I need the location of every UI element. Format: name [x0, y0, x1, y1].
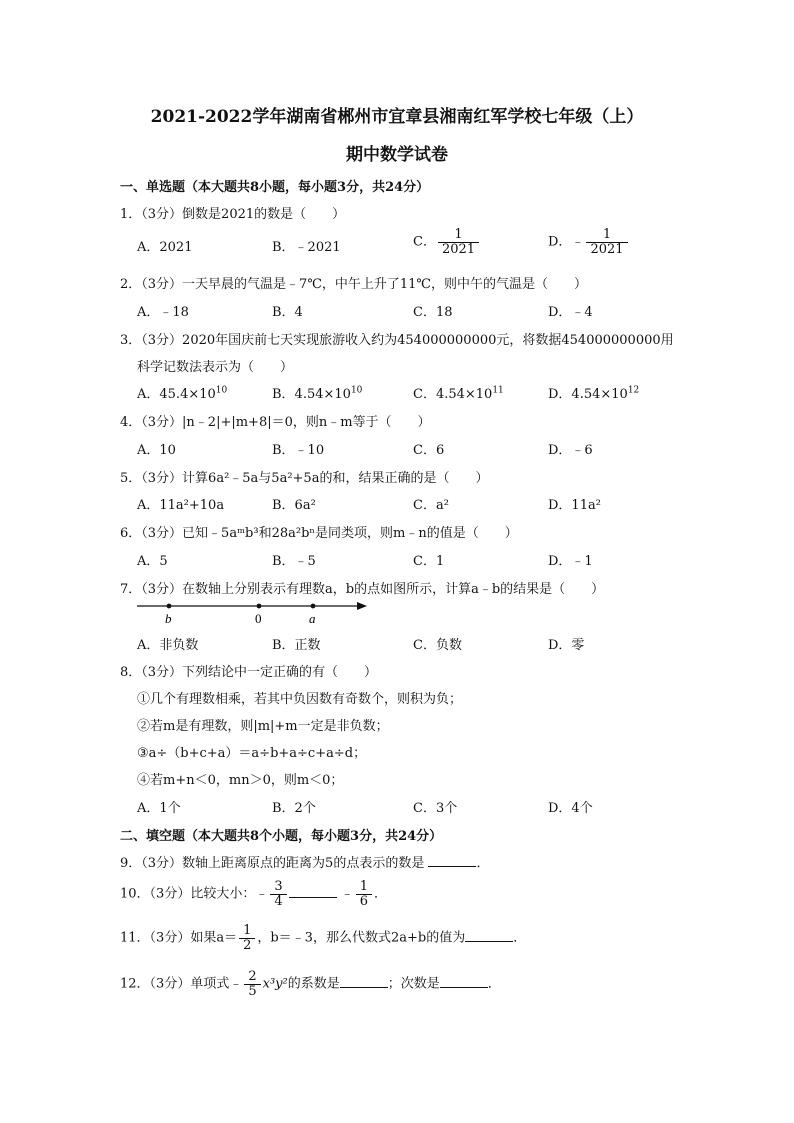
- q3-b-base: B．4.54×10: [272, 387, 351, 402]
- q1-d-denominator: 2021: [590, 241, 624, 257]
- number-line-figure: [137, 596, 377, 626]
- q3-c-exponent: 11: [492, 385, 504, 396]
- question-11: [120, 924, 526, 952]
- q1-option-d-fraction: [586, 228, 627, 256]
- q8-statement-4: ④若m+n＜0，mn＞0，则m＜0；: [137, 773, 344, 788]
- q2-option-b: B．4: [272, 305, 303, 320]
- q10-mid: ﹣: [340, 886, 354, 902]
- q3-option-b: [272, 383, 362, 402]
- q9-end: ．: [476, 856, 490, 871]
- q4-option-b: B．﹣10: [272, 443, 325, 458]
- q8-option-d: D．4个: [548, 801, 593, 816]
- q10-answer-blank[interactable]: [289, 885, 337, 898]
- label-a: a: [309, 611, 316, 626]
- q10-num1: 3: [270, 880, 286, 895]
- q5-option-c: C．a²: [413, 498, 449, 513]
- question-5-options: [0, 494, 794, 514]
- q10-den1: 4: [274, 893, 283, 909]
- label-zero: 0: [255, 611, 262, 626]
- question-8-options: [0, 797, 794, 817]
- q10-den2: 6: [359, 893, 369, 909]
- question-3-stem-line1: 3．（3分）2020年国庆前七天实现旅游收入约为454000000000元，将数据454000000000用: [120, 333, 674, 348]
- q11-num: 1: [239, 924, 255, 939]
- q3-d-base: D．4.54×10: [548, 387, 628, 402]
- question-3-stem-line2: 科学记数法表示为（ ）: [137, 360, 294, 375]
- q1-option-d-label: D．﹣: [548, 234, 585, 250]
- question-2-options: [0, 301, 794, 321]
- q1-option-d: [548, 228, 630, 256]
- q4-option-d: D．﹣6: [548, 443, 593, 458]
- q8-option-c: C．3个: [413, 801, 458, 816]
- q1-c-denominator: 2021: [441, 241, 476, 257]
- q12-den: 5: [248, 983, 257, 999]
- q3-option-c: [413, 383, 504, 402]
- q11-mid: ，b＝﹣3，那么代数式2a+b的值为: [257, 930, 466, 946]
- document-title-line2: 期中数学试卷: [346, 145, 448, 165]
- q11-stem: 11．（3分）如果a＝: [120, 930, 238, 946]
- q1-option-c-fraction: [438, 228, 479, 256]
- q7-option-a: A．非负数: [137, 638, 199, 653]
- q5-option-b: B．6a²: [272, 498, 316, 513]
- q8-statement-1: ①几个有理数相乘，若其中负因数有奇数个，则积为负；: [137, 692, 463, 707]
- q12-coefficient-blank[interactable]: [340, 975, 388, 988]
- q3-option-a: [137, 383, 227, 402]
- point-b: [167, 604, 172, 609]
- q11-fraction: [239, 924, 255, 952]
- q11-den: 2: [243, 937, 252, 953]
- q1-c-numerator: 1: [438, 228, 479, 243]
- q1-option-b: B．﹣2021: [272, 240, 341, 255]
- q12-fraction: [244, 970, 260, 998]
- q3-d-exponent: 12: [627, 385, 640, 396]
- q9-stem: 9．（3分）数轴上距离原点的距离为5的点表示的数是: [120, 856, 425, 871]
- section-heading-fill-blank: 二、填空题（本大题共8个小题，每小题3分，共24分）: [120, 829, 443, 844]
- q8-statement-3: ③a÷（b+c+a）＝a÷b+a÷c+a÷d；: [137, 746, 367, 761]
- q2-option-c: C．18: [413, 305, 453, 320]
- q10-stem: 10．（3分）比较大小：﹣: [120, 886, 269, 902]
- q12-num: 2: [244, 970, 260, 985]
- question-1-stem: 1．（3分）倒数是2021的数是（ ）: [120, 207, 346, 222]
- number-line-arrow: [357, 602, 367, 610]
- q3-b-exponent: 10: [350, 385, 363, 396]
- point-a: [311, 604, 316, 609]
- q10-num2: 1: [356, 880, 372, 895]
- question-12: [120, 970, 501, 998]
- q3-a-base: A．45.4×10: [137, 387, 216, 402]
- question-6-stem: 6．（3分）已知﹣5aᵐb³和28a²bⁿ是同类项，则m﹣n的值是（ ）: [120, 526, 518, 541]
- q8-option-b: B．2个: [272, 801, 316, 816]
- question-3-options: [0, 383, 794, 403]
- q8-statement-2: ②若m是有理数，则|m|+m一定是非负数；: [137, 719, 389, 734]
- q6-option-d: D．﹣1: [548, 554, 593, 569]
- question-9: [120, 852, 489, 871]
- question-7-options: [0, 634, 794, 654]
- q4-option-c: C．6: [413, 443, 445, 458]
- document-title-line1: 2021-2022学年湖南省郴州市宜章县湘南红军学校七年级（上）: [150, 107, 644, 127]
- q3-c-base: C．4.54×10: [413, 387, 493, 402]
- label-b: b: [165, 611, 172, 626]
- q12-mid2: ；次数是: [387, 976, 440, 992]
- question-6-options: [0, 550, 794, 570]
- q8-option-a: A．1个: [137, 801, 181, 816]
- q2-option-a: A．﹣18: [137, 305, 189, 320]
- question-5-stem: 5．（3分）计算6a²﹣5a与5a²+5a的和，结果正确的是（ ）: [120, 471, 489, 486]
- q6-option-a: A．5: [137, 554, 168, 569]
- q3-a-exponent: 10: [215, 385, 228, 396]
- question-2-stem: 2．（3分）一天早晨的气温是﹣7℃，中午上升了11℃，则中午的气温是（ ）: [120, 277, 587, 292]
- q6-option-b: B．﹣5: [272, 554, 316, 569]
- q11-end: ．: [513, 930, 527, 946]
- q7-option-d: D．零: [548, 638, 585, 653]
- q12-mid: 的系数是: [287, 976, 340, 992]
- question-4-stem: 4．（3分）|n﹣2|+|m+8|＝0，则n﹣m等于（ ）: [120, 415, 431, 430]
- point-zero: [257, 604, 262, 609]
- question-8-stem: 8．（3分）下列结论中一定正确的有（ ）: [120, 665, 378, 680]
- q4-option-a: A．10: [137, 443, 176, 458]
- q10-fraction-2: [356, 880, 372, 908]
- q7-option-b: B．正数: [272, 638, 321, 653]
- q5-option-a: A．11a²+10a: [137, 498, 225, 513]
- q7-option-c: C．负数: [413, 638, 462, 653]
- q1-option-c: [413, 228, 481, 256]
- section-heading-single-choice: 一、单选题（本大题共8小题，每小题3分，共24分）: [120, 180, 430, 195]
- q10-fraction-1: [270, 880, 286, 908]
- question-4-options: [0, 439, 794, 459]
- q3-option-d: [548, 383, 639, 402]
- q1-d-numerator: 1: [586, 228, 627, 243]
- q11-answer-blank[interactable]: [465, 929, 513, 942]
- q9-answer-blank[interactable]: [428, 854, 476, 867]
- question-7-stem: 7．（3分）在数轴上分别表示有理数a，b的点如图所示，计算a﹣b的结果是（ ）: [120, 582, 605, 597]
- q12-end: ．: [487, 976, 501, 992]
- question-1-options: [0, 227, 794, 257]
- q5-option-d: D．11a²: [548, 498, 601, 513]
- q12-variable: x³y²: [262, 976, 288, 992]
- q1-option-a: A．2021: [137, 240, 193, 255]
- q12-degree-blank[interactable]: [440, 975, 488, 988]
- q12-stem: 12．（3分）单项式﹣: [120, 976, 243, 992]
- q10-end: ．: [374, 886, 388, 902]
- question-10: [120, 880, 387, 908]
- q6-option-c: C．1: [413, 554, 445, 569]
- q2-option-d: D．﹣4: [548, 305, 593, 320]
- q1-option-c-label: C．: [413, 234, 436, 250]
